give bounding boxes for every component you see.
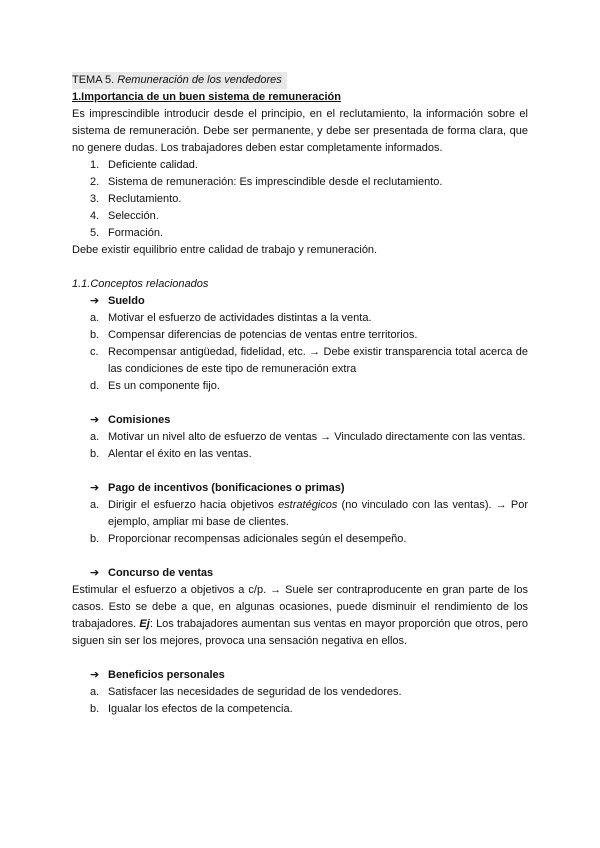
- list-item-text: Motivar un nivel alto de esfuerzo de ventas → Vinculado directamente con las ventas.: [108, 431, 526, 443]
- arrow-icon: ➔: [90, 295, 100, 307]
- incentivos-a-pre: Dirigir el esfuerzo hacia objetivos: [108, 499, 279, 511]
- list-item-text: [108, 497, 528, 531]
- list-item-text: Recompensar antigüedad, fidelidad, etc. → Debe existir transparencia total acerca de las condiciones de este tipo de remuneración extra: [108, 346, 528, 375]
- list-item-text: Proporcionar recompensas adicionales según el desempeño.: [108, 533, 407, 545]
- list-marker: 5.: [90, 227, 100, 239]
- arrow-icon: ➔: [90, 414, 100, 426]
- list-marker: 4.: [90, 210, 100, 222]
- spacer: [72, 650, 528, 667]
- list-item: [72, 684, 528, 701]
- list-marker: c.: [90, 346, 99, 358]
- list-item-text: Compensar diferencias de potencias de ventas entre territorios.: [108, 329, 418, 341]
- document-page: [72, 72, 528, 718]
- incentivos-list: [72, 497, 528, 548]
- concurso-text: [72, 582, 528, 650]
- list-marker: b.: [90, 329, 100, 341]
- list-item: [72, 208, 528, 225]
- section-1-list: [72, 157, 528, 242]
- document-title: [72, 72, 287, 89]
- comisiones-list: [72, 429, 528, 463]
- beneficios-title: Beneficios personales: [108, 669, 225, 681]
- list-item-text: Motivar el esfuerzo de actividades distintas a la venta.: [108, 312, 372, 324]
- list-marker: d.: [90, 380, 100, 392]
- arrow-icon: ➔: [90, 567, 100, 579]
- list-marker: a.: [90, 312, 100, 324]
- sueldo-list: [72, 310, 528, 395]
- sueldo-heading: [72, 293, 528, 310]
- incentivos-a-post: (no vinculado con las ventas). → Por ejemplo, ampliar mi base de clientes.: [108, 499, 529, 528]
- list-item-text: Satisfacer las necesidades de seguridad de los vendedores.: [108, 686, 402, 698]
- concurso-title: Concurso de ventas: [108, 567, 214, 579]
- spacer: [72, 463, 528, 480]
- list-marker: 3.: [90, 193, 100, 205]
- list-marker: 2.: [90, 176, 100, 188]
- list-item: [72, 327, 528, 344]
- list-marker: b.: [90, 703, 100, 715]
- section-1-1-heading: 1.1.Conceptos relacionados: [72, 278, 209, 290]
- list-item: [72, 378, 528, 395]
- list-item-text: Alentar el éxito en las ventas.: [108, 448, 252, 460]
- title-text: Remuneración de los vendedores: [117, 74, 282, 86]
- list-marker: a.: [90, 499, 100, 511]
- beneficios-list: [72, 684, 528, 718]
- list-item-text: Reclutamiento.: [108, 193, 182, 205]
- list-marker: a.: [90, 686, 100, 698]
- list-item: [72, 225, 528, 242]
- section-1-intro: Es imprescindible introducir desde el principio, en el reclutamiento, la información sobre el sistema de remuneración. Debe ser permanente, y debe ser presentada de forma clara, que no genere dudas. Los trabajadores deben estar completamente informados.: [72, 108, 528, 154]
- concurso-ej: Ej: [139, 618, 150, 630]
- list-item-text: Formación.: [108, 227, 164, 239]
- concurso-text-post: : Los trabajadores aumentan sus ventas en mayor proporción que otros, pero siguen sin ser los mejores, provoca una sensación negativa en ellos.: [72, 618, 528, 647]
- list-item: [72, 191, 528, 208]
- concurso-heading: [72, 565, 528, 582]
- list-item-text: Es un componente fijo.: [108, 380, 220, 392]
- beneficios-heading: [72, 667, 528, 684]
- list-marker: 1.: [90, 159, 100, 171]
- arrow-icon: ➔: [90, 669, 100, 681]
- spacer: [72, 548, 528, 565]
- list-item-text: Selección.: [108, 210, 159, 222]
- list-item: [72, 446, 528, 463]
- incentivos-a-italic: estratégicos: [278, 499, 338, 511]
- section-1-closing: Debe existir equilibrio entre calidad de trabajo y remuneración.: [72, 244, 378, 256]
- list-marker: b.: [90, 448, 100, 460]
- list-item: [72, 344, 528, 378]
- comisiones-title: Comisiones: [108, 414, 171, 426]
- list-item: [72, 157, 528, 174]
- incentivos-title: Pago de incentivos (bonificaciones o primas): [108, 482, 345, 494]
- list-item: [72, 310, 528, 327]
- title-prefix: TEMA 5.: [72, 74, 115, 86]
- spacer: [72, 395, 528, 412]
- comisiones-heading: [72, 412, 528, 429]
- section-1-heading: 1.Importancia de un buen sistema de remuneración: [72, 91, 341, 103]
- list-item: [72, 531, 528, 548]
- list-item-text: Deficiente calidad.: [108, 159, 198, 171]
- sueldo-title: Sueldo: [108, 295, 145, 307]
- incentivos-heading: [72, 480, 528, 497]
- list-item: [72, 497, 528, 531]
- list-item: [72, 174, 528, 191]
- list-item: [72, 429, 528, 446]
- arrow-icon: ➔: [90, 482, 100, 494]
- list-item-text: Sistema de remuneración: Es imprescindible desde el reclutamiento.: [108, 176, 443, 188]
- list-marker: a.: [90, 431, 100, 443]
- list-item-text: Igualar los efectos de la competencia.: [108, 703, 293, 715]
- concurso-text-pre: Estimular el esfuerzo a objetivos a c/p. → Suele ser contraproducente en gran parte de los casos. Esto se debe a que, en algunas ocasiones, puede disminuir el rendimiento de los trabajadores.: [72, 584, 528, 630]
- list-item: [72, 701, 528, 718]
- list-marker: b.: [90, 533, 100, 545]
